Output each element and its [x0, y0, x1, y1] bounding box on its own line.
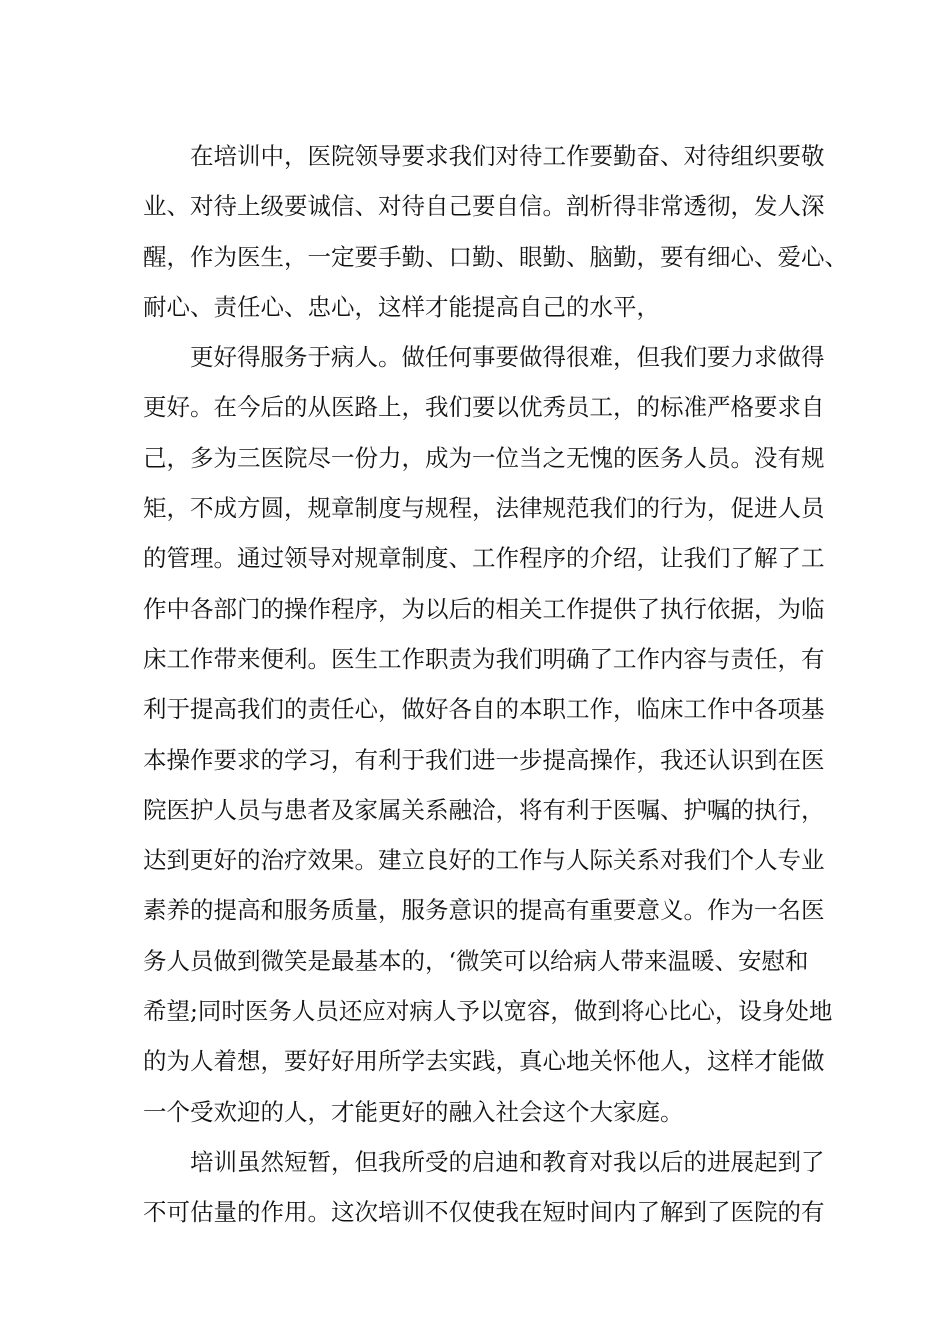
text-line: 作中各部门的操作程序，为以后的相关工作提供了执行依据，为临: [143, 594, 825, 623]
text-line: 耐心、责任心、忠心，这样才能提高自己的水平，: [143, 292, 660, 321]
text-line: 务人员做到微笑是最基本的，‘微笑可以给病人带来温暖、安慰和: [143, 946, 809, 975]
text-line: 院医护人员与患者及家属关系融洽，将有利于医嘱、护嘱的执行，: [143, 795, 825, 824]
text-line: 己，多为三医院尽一份力，成为一位当之无愧的医务人员。没有规: [143, 443, 825, 472]
text-line: 利于提高我们的责任心，做好各自的本职工作，临床工作中各项基: [143, 695, 825, 724]
text-line: 达到更好的治疗效果。建立良好的工作与人际关系对我们个人专业: [143, 846, 825, 875]
text-line: 更好。在今后的从医路上，我们要以优秀员工，的标准严格要求自: [143, 393, 825, 422]
document-body: [143, 131, 848, 1238]
text-line: 希望;同时医务人员还应对病人予以宽容，做到将心比心，设身处地: [143, 997, 833, 1026]
text-line: 在培训中，医院领导要求我们对待工作要勤奋、对待组织要敬: [143, 142, 825, 170]
text-line: 醒，作为医生，一定要手勤、口勤、眼勤、脑勤，要有细心、爱心、: [143, 242, 848, 271]
text-line: 的为人着想，要好好用所学去实践，真心地关怀他人，这样才能做: [143, 1047, 825, 1076]
text-line: 矩，不成方圆，规章制度与规程，法律规范我们的行为，促进人员: [143, 494, 825, 523]
text-line: 的管理。通过领导对规章制度、工作程序的介绍，让我们了解了工: [143, 544, 825, 573]
text-line: 一个受欢迎的人，才能更好的融入社会这个大家庭。: [143, 1097, 684, 1126]
text-line: 更好得服务于病人。做任何事要做得很难，但我们要力求做得: [143, 343, 825, 372]
paragraph-1: [143, 131, 848, 332]
text-line: 床工作带来便利。医生工作职责为我们明确了工作内容与责任，有: [143, 644, 825, 673]
text-line: 本操作要求的学习，有利于我们进一步提高操作，我还认识到在医: [143, 745, 825, 774]
paragraph-3: [143, 1137, 823, 1238]
text-line: 培训虽然短暂，但我所受的启迪和教育对我以后的进展起到了: [143, 1147, 825, 1176]
paragraph-2: [143, 332, 833, 1137]
text-line: 不可估量的作用。这次培训不仅使我在短时间内了解到了医院的有: [143, 1198, 825, 1227]
text-line: 业、对待上级要诚信、对待自己要自信。剖析得非常透彻，发人深: [143, 192, 825, 221]
text-line: 素养的提高和服务质量，服务意识的提高有重要意义。作为一名医: [143, 896, 825, 925]
